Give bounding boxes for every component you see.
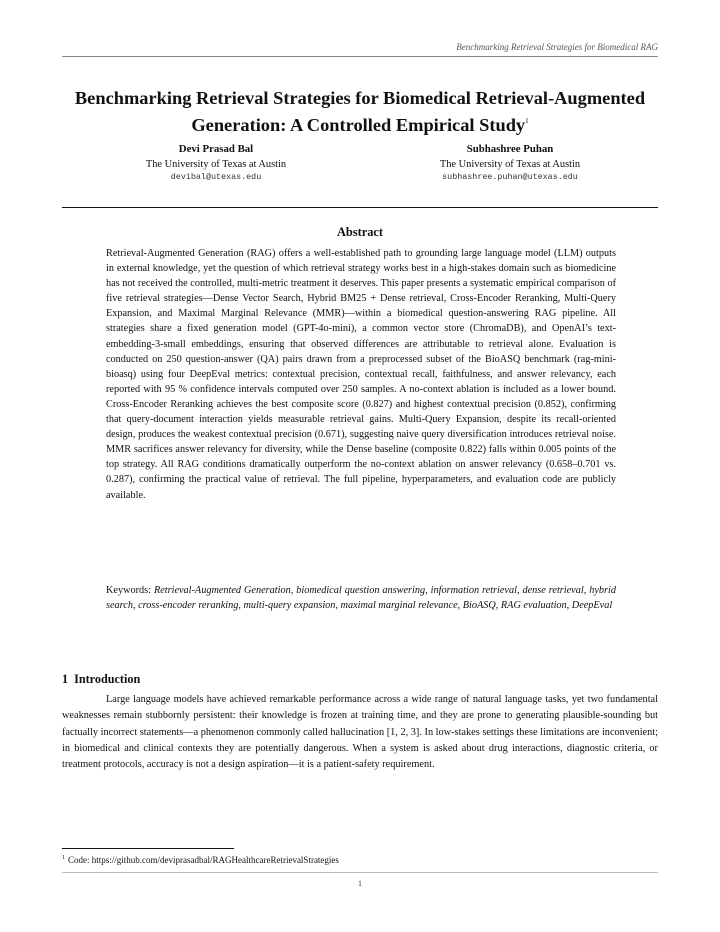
footnote-rule	[62, 848, 234, 849]
title-footnote-mark: 1	[525, 117, 529, 125]
paper-title-text: Benchmarking Retrieval Strategies for Biomedical Retrieval-Augmented Generation: A Controlled Empirical Study	[74, 88, 646, 135]
section-number: 1	[62, 672, 69, 686]
keywords	[106, 583, 616, 613]
section-heading	[62, 672, 140, 687]
author-email: subhashree.puhan@utexas.edu	[442, 172, 578, 182]
abstract-heading: Abstract	[336, 225, 384, 239]
running-header: Benchmarking Retrieval Strategies for Biomedical RAG	[456, 42, 658, 52]
paper-title	[50, 87, 670, 137]
keywords-label: Keywords:	[106, 585, 151, 596]
author-1	[86, 143, 346, 184]
abstract-rule	[62, 207, 658, 208]
author-affiliation: The University of Texas at Austin	[439, 159, 581, 170]
footer-rule	[62, 872, 658, 873]
footnote-text: Code: https://github.com/deviprasadbal/RAGHealthcareRetrievalStrategies	[68, 855, 339, 865]
footnote	[62, 855, 339, 865]
section-text: Large language models have achieved remarkable performance across a wide range of natural language tasks, yet two fundamental weaknesses remain stubbornly persistent: their knowledge is frozen at training time, and they are prone to generating plausible-sounding but factually incorrect statements—a phenomenon commonly called hallucination [1, 2, 3]. In low-stakes settings these limitations are inconvenient; in biomedical and clinical contexts they are potentially dangerous. When a system is asked about drug interactions, diagnostic criteria, or treatment protocols, accuracy is not a design aspiration—it is a patient-safety requirement.	[62, 694, 658, 771]
author-name: Devi Prasad Bal	[178, 143, 254, 155]
author-email: devibal@utexas.edu	[170, 172, 262, 182]
section-title: Introduction	[74, 672, 141, 686]
page-number: 1	[357, 878, 363, 888]
footnote-mark: 1	[62, 855, 65, 861]
author-2	[380, 143, 640, 184]
author-name: Subhashree Puhan	[466, 143, 554, 155]
keywords-list: Retrieval-Augmented Generation, biomedical question answering, information retrieval, dense retrieval, hybrid search, cross-encoder reranking, multi-query expansion, maximal marginal relevance, BioASQ, RAG evaluation, DeepEval	[106, 585, 616, 612]
abstract-text: Retrieval-Augmented Generation (RAG) offers a well-established path to grounding large language model (LLM) outputs in external knowledge, yet the question of which retrieval strategy works best in a high-stakes domain such as biomedicine has not received the controlled, multi-metric treatment it deserves. This paper presents a systematic empirical comparison of five retrieval strategies—Dense Vector Search, Hybrid BM25 + Dense retrieval, Cross-Encoder Reranking, Multi-Query Expansion, and Maximal Marginal Relevance (MMR)—within a biomedical question-answering RAG pipeline. All strategies share a fixed generation model (GPT-4o-mini), a common vector store (ChromaDB), and OpenAI’s text-embedding-3-small embeddings, ensuring that observed differences are attributable to retrieval alone. Evaluation is conducted on 250 question-answer (QA) pairs drawn from a preprocessed subset of the BioASQ benchmark (rag-mini-bioasq) using four DeepEval metrics: contextual precision, contextual recall, faithfulness, and answer relevancy, each reported with 95 % confidence intervals computed over 250 samples. A no-context ablation is included as a lower bound. Cross-Encoder Reranking achieves the best composite score (0.827) and highest contextual precision (0.852), confirming that query-document interaction yields measurable retrieval gains. Multi-Query Expansion, despite its recall-oriented design, produces the weakest contextual precision (0.671), suggesting naive query diversification introduces retrieval noise. MMR sacrifices answer relevancy for diversity, while the Dense baseline (composite 0.822) falls within 0.005 points of the top strategy. All RAG conditions dramatically outperform the no-context ablation on answer relevancy (0.658–0.701 vs. 0.287), confirming the practical value of retrieval. The full pipeline, hyperparameters, and evaluation code are publicly available.	[106, 248, 616, 501]
header-rule	[62, 56, 658, 57]
author-affiliation: The University of Texas at Austin	[145, 159, 287, 170]
